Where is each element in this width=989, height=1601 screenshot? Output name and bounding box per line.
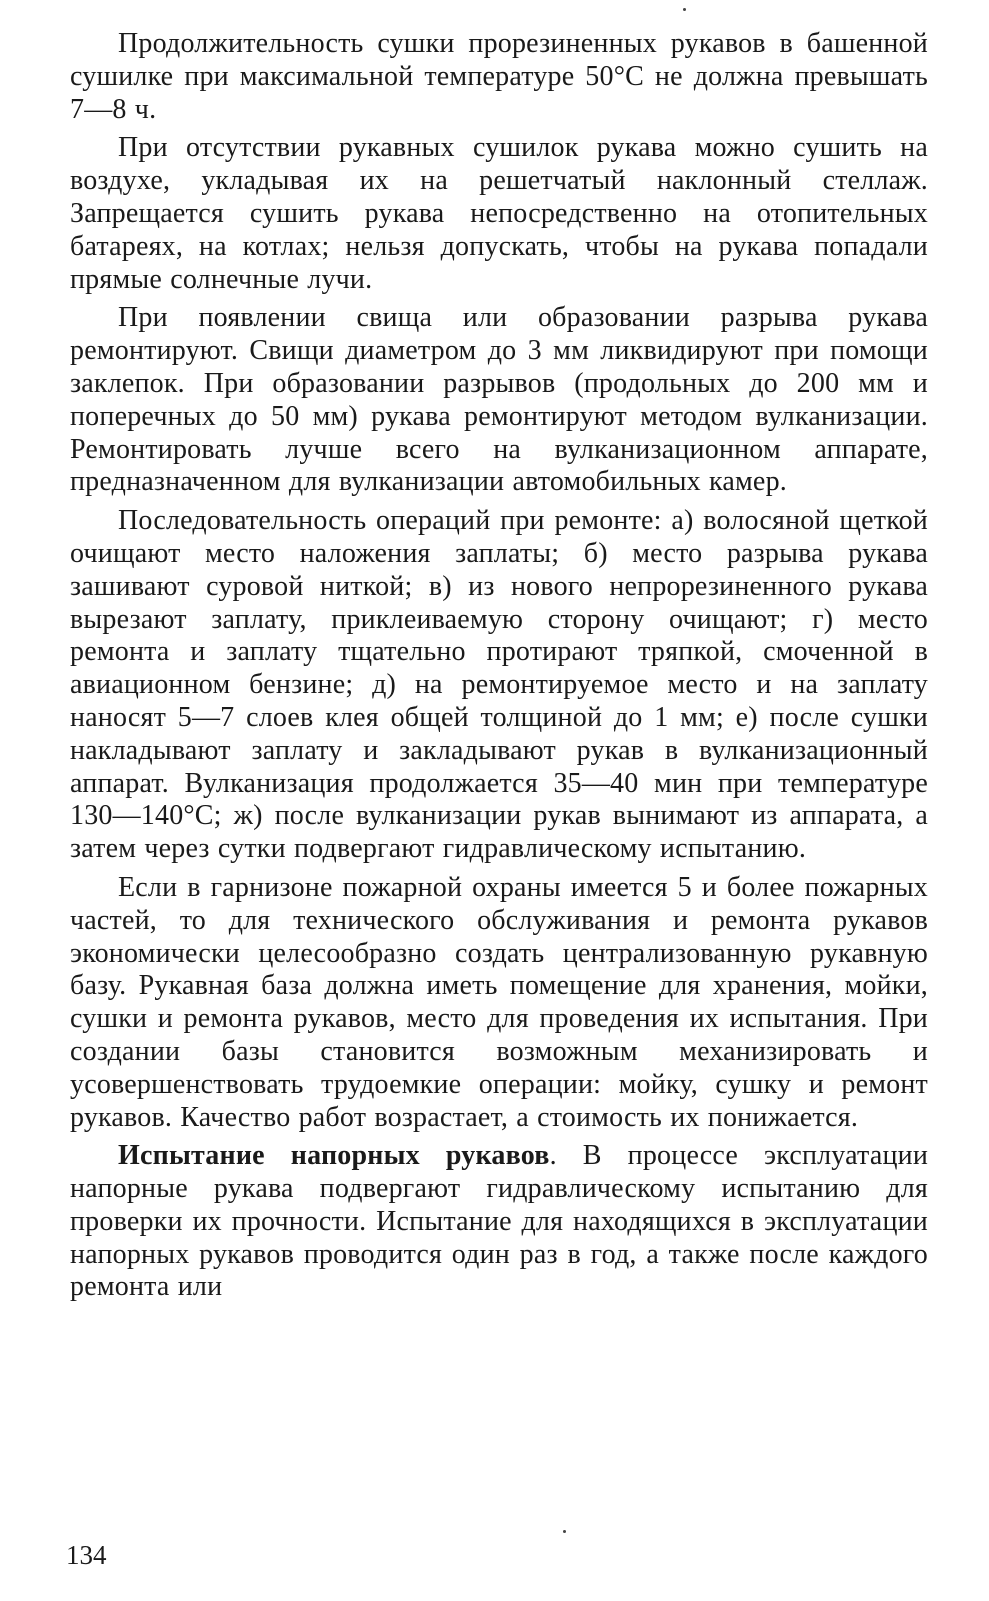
paragraph-drying-time <box>70 28 928 126</box>
page-body <box>70 28 928 1310</box>
paragraph-hose-base <box>70 872 928 1134</box>
scan-speck <box>683 8 686 11</box>
paragraph-text: При появлении свища или образовании разрыва рукава ремонтируют. Свищи диаметром до 3 мм ликвидируют при помощи заклепок. При образовании разрывов (продольных до 200 мм и поперечных до 50 мм) рукава ремонтируют методом вулканизации. Ремонтировать лучше всего на вулканизационном аппарате, предназначенном для вулканизации автомобильных камер. <box>70 302 928 498</box>
paragraph-text: . В процессе эксплуатации напорные рукава подвергают гидравлическому испытанию для проверки их прочности. Испытание для находящихся в эксплуатации напорных рукавов проводится один раз в год, а также после каждого ремонта или <box>70 1140 929 1303</box>
paragraph-text: Продолжительность сушки прорезиненных рукавов в башенной сушилке при максимальной температуре 50°C не должна превышать 7—8 ч. <box>70 28 928 125</box>
paragraph-air-drying <box>70 132 928 296</box>
scan-speck <box>563 1530 566 1533</box>
section-heading: Испытание напорных рукавов <box>118 1140 550 1172</box>
paragraph-text: Если в гарнизоне пожарной охраны имеется 5 и более пожарных частей, то для технического обслуживания и ремонта рукавов экономически целесообразно создать централизованную рукавную базу. Рукавная база должна иметь помещение для хранения, мойки, сушки и ремонта рукавов, место для проведения их испытания. При создании базы становится возможным механизировать и усовершенствовать трудоемкие операции: мойку, сушку и ремонт рукавов. Качество работ возрастает, а стоимость их понижается. <box>70 871 928 1133</box>
paragraph-repair <box>70 302 928 499</box>
paragraph-text: Последовательность операций при ремонте: а) волосяной щеткой очищают место наложения заплаты; б) место разрыва рукава зашивают суровой ниткой; в) из нового непрорезиненного рукава вырезают заплату, приклеиваемую сторону очищают; г) место ремонта и заплату тщательно протирают тряпкой, смоченной в авиационном бензине; д) на ремонтируемое место и на заплату наносят 5—7 слоев клея общей толщиной до 1 мм; е) после сушки накладывают заплату и закладывают рукав в вулканизационный аппарат. Вулканизация продолжается 35—40 мин при температуре 130—140°C; ж) после вулканизации рукав вынимают из аппарата, а затем через сутки подвергают гидравлическому испытанию. <box>70 505 928 865</box>
paragraph-repair-steps <box>70 505 928 866</box>
paragraph-pressure-testing <box>70 1140 928 1304</box>
paragraph-text: При отсутствии рукавных сушилок рукава можно сушить на воздухе, укладывая их на решетчатый наклонный стеллаж. Запрещается сушить рукава непосредственно на отопительных батареях, на котлах; нельзя допускать, чтобы на рукава попадали прямые солнечные лучи. <box>70 132 928 295</box>
page-number: 134 <box>66 1540 107 1570</box>
